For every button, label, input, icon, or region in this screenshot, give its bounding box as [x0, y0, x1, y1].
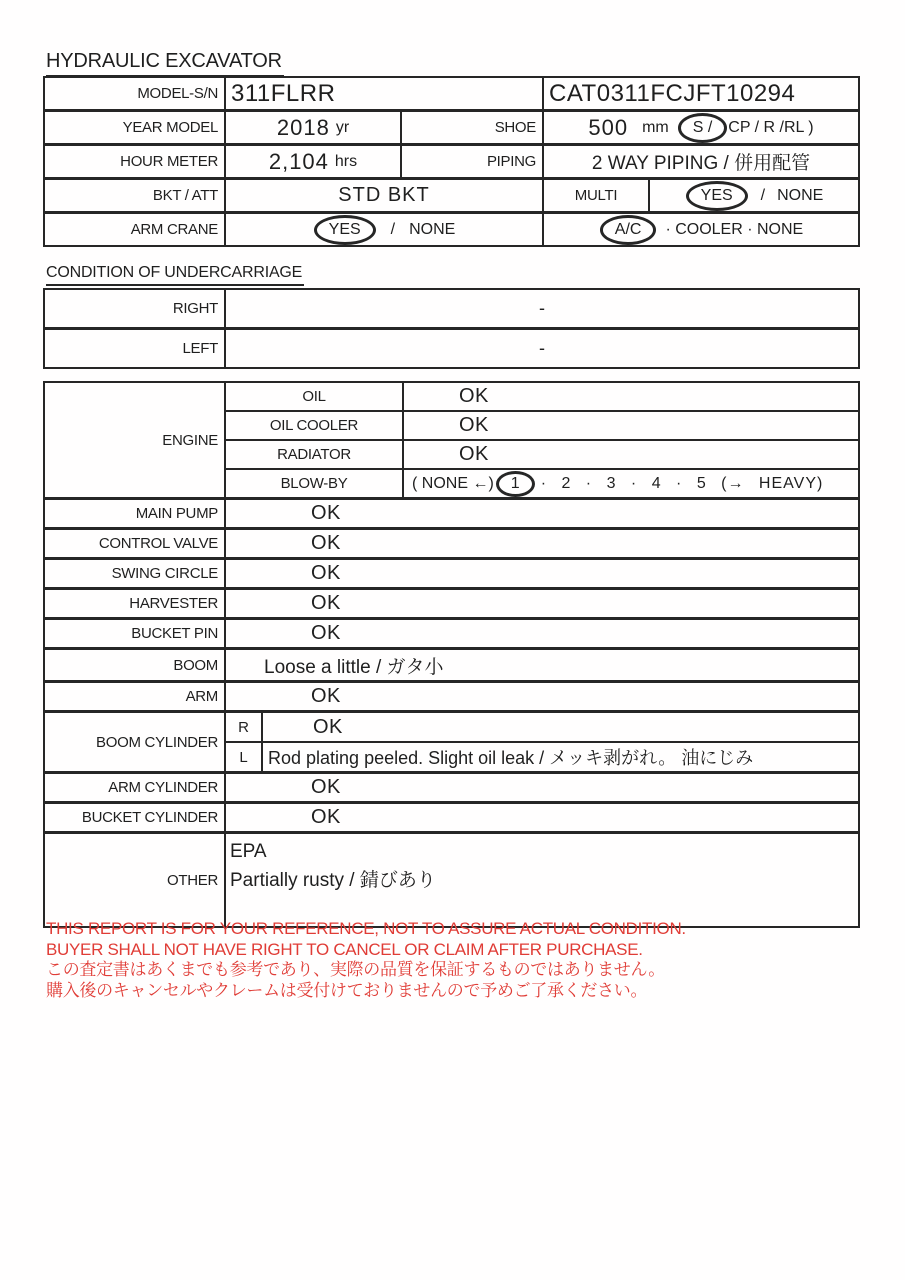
piping-label: PIPING	[400, 146, 542, 177]
blowby-rating-circle-annotation: 1	[496, 471, 535, 497]
control-valve-label: CONTROL VALVE	[98, 535, 218, 552]
spec-row-bkt-multi	[45, 177, 858, 211]
engine-row-blowby	[226, 468, 858, 497]
harvester-label: HARVESTER	[129, 595, 218, 612]
disclaimer-line-1: THIS REPORT IS FOR YOUR REFERENCE, NOT TO ASSURE ACTUAL CONDITION.	[46, 919, 686, 938]
boom-cylinder-r-label: R	[238, 718, 249, 736]
year-model-value	[224, 112, 400, 143]
hour-meter-label: HOUR METER	[120, 153, 218, 170]
page-title: HYDRAULIC EXCAVATOR	[46, 50, 284, 77]
multi-label: MULTI	[542, 180, 648, 211]
engine-radiator-value: OK	[402, 441, 858, 468]
boom-label: BOOM	[173, 656, 218, 674]
undercarriage-right-label: RIGHT	[172, 300, 218, 317]
condition-row-other	[45, 831, 858, 926]
hour-meter-value	[224, 146, 400, 177]
undercarriage-right-value: -	[224, 290, 858, 327]
engine-row-oil-cooler	[226, 410, 858, 439]
spec-row-model	[45, 78, 858, 109]
condition-row-control-valve	[45, 527, 858, 557]
blowby-scale-rest: · 2 · 3 · 4 · 5 (→ HEAVY)	[540, 474, 824, 492]
arm-cylinder-label: ARM CYLINDER	[108, 779, 218, 796]
undercarriage-left-label: LEFT	[182, 340, 218, 357]
boom-cylinder-label: BOOM CYLINDER	[96, 733, 218, 751]
arm-value: OK	[224, 683, 858, 710]
main-pump-label: MAIN PUMP	[135, 505, 218, 522]
boom-cylinder-l-label: L	[239, 748, 248, 766]
swing-circle-label: SWING CIRCLE	[111, 565, 218, 582]
undercarriage-row-left	[45, 327, 858, 367]
blowby-scale	[402, 470, 858, 497]
shoe-label: SHOE	[400, 112, 542, 143]
bkt-att-value: STD BKT	[224, 180, 542, 211]
arm-crane-value	[224, 214, 542, 245]
other-value-line1: EPA	[230, 841, 267, 862]
shoe-value	[542, 112, 858, 143]
ac-cooler-options: · COOLER · NONE	[665, 220, 804, 238]
model-sn-value: 311FLRR	[224, 78, 542, 109]
condition-row-main-pump	[45, 497, 858, 527]
shoe-type-circle-annotation: S /	[678, 113, 728, 143]
arm-crane-yes-circle-annotation: YES	[314, 215, 376, 245]
year-number: 2018	[276, 114, 330, 140]
model-sn-label: MODEL-S/N	[137, 85, 218, 102]
multi-none-option: NONE	[777, 186, 824, 204]
boom-cylinder-right-row	[226, 713, 858, 741]
boom-value: Loose a little / ガタ小	[224, 650, 858, 680]
spec-row-armcrane-ac	[45, 211, 858, 245]
bucket-pin-label: BUCKET PIN	[131, 625, 218, 642]
other-value	[224, 834, 858, 926]
main-pump-value: OK	[224, 500, 858, 527]
engine-subrows	[224, 383, 858, 497]
bucket-cylinder-value: OK	[224, 804, 858, 831]
arm-crane-separator: /	[390, 220, 396, 238]
swing-circle-value: OK	[224, 560, 858, 587]
multi-yes-circle-annotation: YES	[686, 181, 748, 211]
ac-circle-annotation: A/C	[600, 215, 657, 245]
boom-cylinder-subrows	[224, 713, 858, 771]
arm-label: ARM	[185, 688, 218, 705]
engine-oil-label: OIL	[302, 388, 326, 405]
disclaimer-text	[46, 919, 686, 1001]
other-value-line2: Partially rusty / 錆びあり	[230, 870, 436, 891]
other-label: OTHER	[166, 871, 218, 889]
disclaimer-line-2: BUYER SHALL NOT HAVE RIGHT TO CANCEL OR CLAIM AFTER PURCHASE.	[46, 939, 643, 959]
engine-block	[45, 383, 858, 497]
engine-oil-value: OK	[402, 383, 858, 410]
bucket-cylinder-label: BUCKET CYLINDER	[81, 809, 218, 826]
engine-row-radiator	[226, 439, 858, 468]
arm-crane-none-option: NONE	[409, 220, 456, 238]
bucket-pin-value: OK	[224, 620, 858, 647]
shoe-type-options: CP / R /RL )	[728, 118, 814, 136]
condition-row-bucket-pin	[45, 617, 858, 647]
year-unit: yr	[335, 118, 350, 136]
arm-cylinder-value: OK	[224, 774, 858, 801]
disclaimer-line-4: 購入後のキャンセルやクレームは受付けておりませんので予めご了承ください。	[46, 980, 648, 1000]
boom-cylinder-left-row	[226, 741, 858, 771]
serial-number-value: CAT0311FCJFT10294	[542, 78, 858, 109]
year-model-label: YEAR MODEL	[122, 119, 218, 136]
undercarriage-left-value: -	[224, 330, 858, 367]
spec-row-hour-piping	[45, 143, 858, 177]
engine-oil-cooler-label: OIL COOLER	[269, 417, 359, 434]
engine-radiator-label: RADIATOR	[277, 446, 351, 463]
spec-table	[43, 76, 860, 247]
arm-crane-label: ARM CRANE	[130, 221, 218, 238]
engine-oil-cooler-value: OK	[402, 412, 858, 439]
multi-separator: /	[760, 186, 766, 204]
boom-cylinder-block	[45, 710, 858, 771]
engine-row-oil	[226, 383, 858, 410]
multi-value	[648, 180, 858, 211]
piping-value: 2 WAY PIPING / 併用配管	[542, 146, 858, 177]
undercarriage-heading: CONDITION OF UNDERCARRIAGE	[46, 264, 304, 286]
control-valve-value: OK	[224, 530, 858, 557]
boom-cylinder-r-value: OK	[261, 713, 858, 741]
ac-cooler-value	[542, 214, 858, 245]
spec-row-year-shoe	[45, 109, 858, 143]
hour-number: 2,104	[268, 148, 329, 174]
condition-row-bucket-cylinder	[45, 801, 858, 831]
condition-table	[43, 381, 860, 928]
condition-row-boom	[45, 647, 858, 680]
undercarriage-table	[43, 288, 860, 369]
blowby-scale-prefix: ( NONE ←)	[412, 474, 494, 492]
hour-unit: hrs	[334, 152, 358, 170]
shoe-width-unit: mm	[642, 118, 669, 136]
condition-row-arm	[45, 680, 858, 710]
condition-row-harvester	[45, 587, 858, 617]
condition-row-arm-cylinder	[45, 771, 858, 801]
engine-label: ENGINE	[162, 431, 218, 449]
undercarriage-row-right	[45, 290, 858, 327]
harvester-value: OK	[224, 590, 858, 617]
shoe-width-number: 500	[588, 114, 629, 140]
disclaimer-line-3: この査定書はあくまでも参考であり、実際の品質を保証するものではありません。	[46, 960, 665, 979]
bkt-att-label: BKT / ATT	[152, 187, 218, 204]
condition-row-swing-circle	[45, 557, 858, 587]
boom-cylinder-l-value: Rod plating peeled. Slight oil leak / メッキ剥がれ。 油にじみ	[261, 743, 858, 771]
blowby-label: BLOW-BY	[280, 475, 348, 492]
